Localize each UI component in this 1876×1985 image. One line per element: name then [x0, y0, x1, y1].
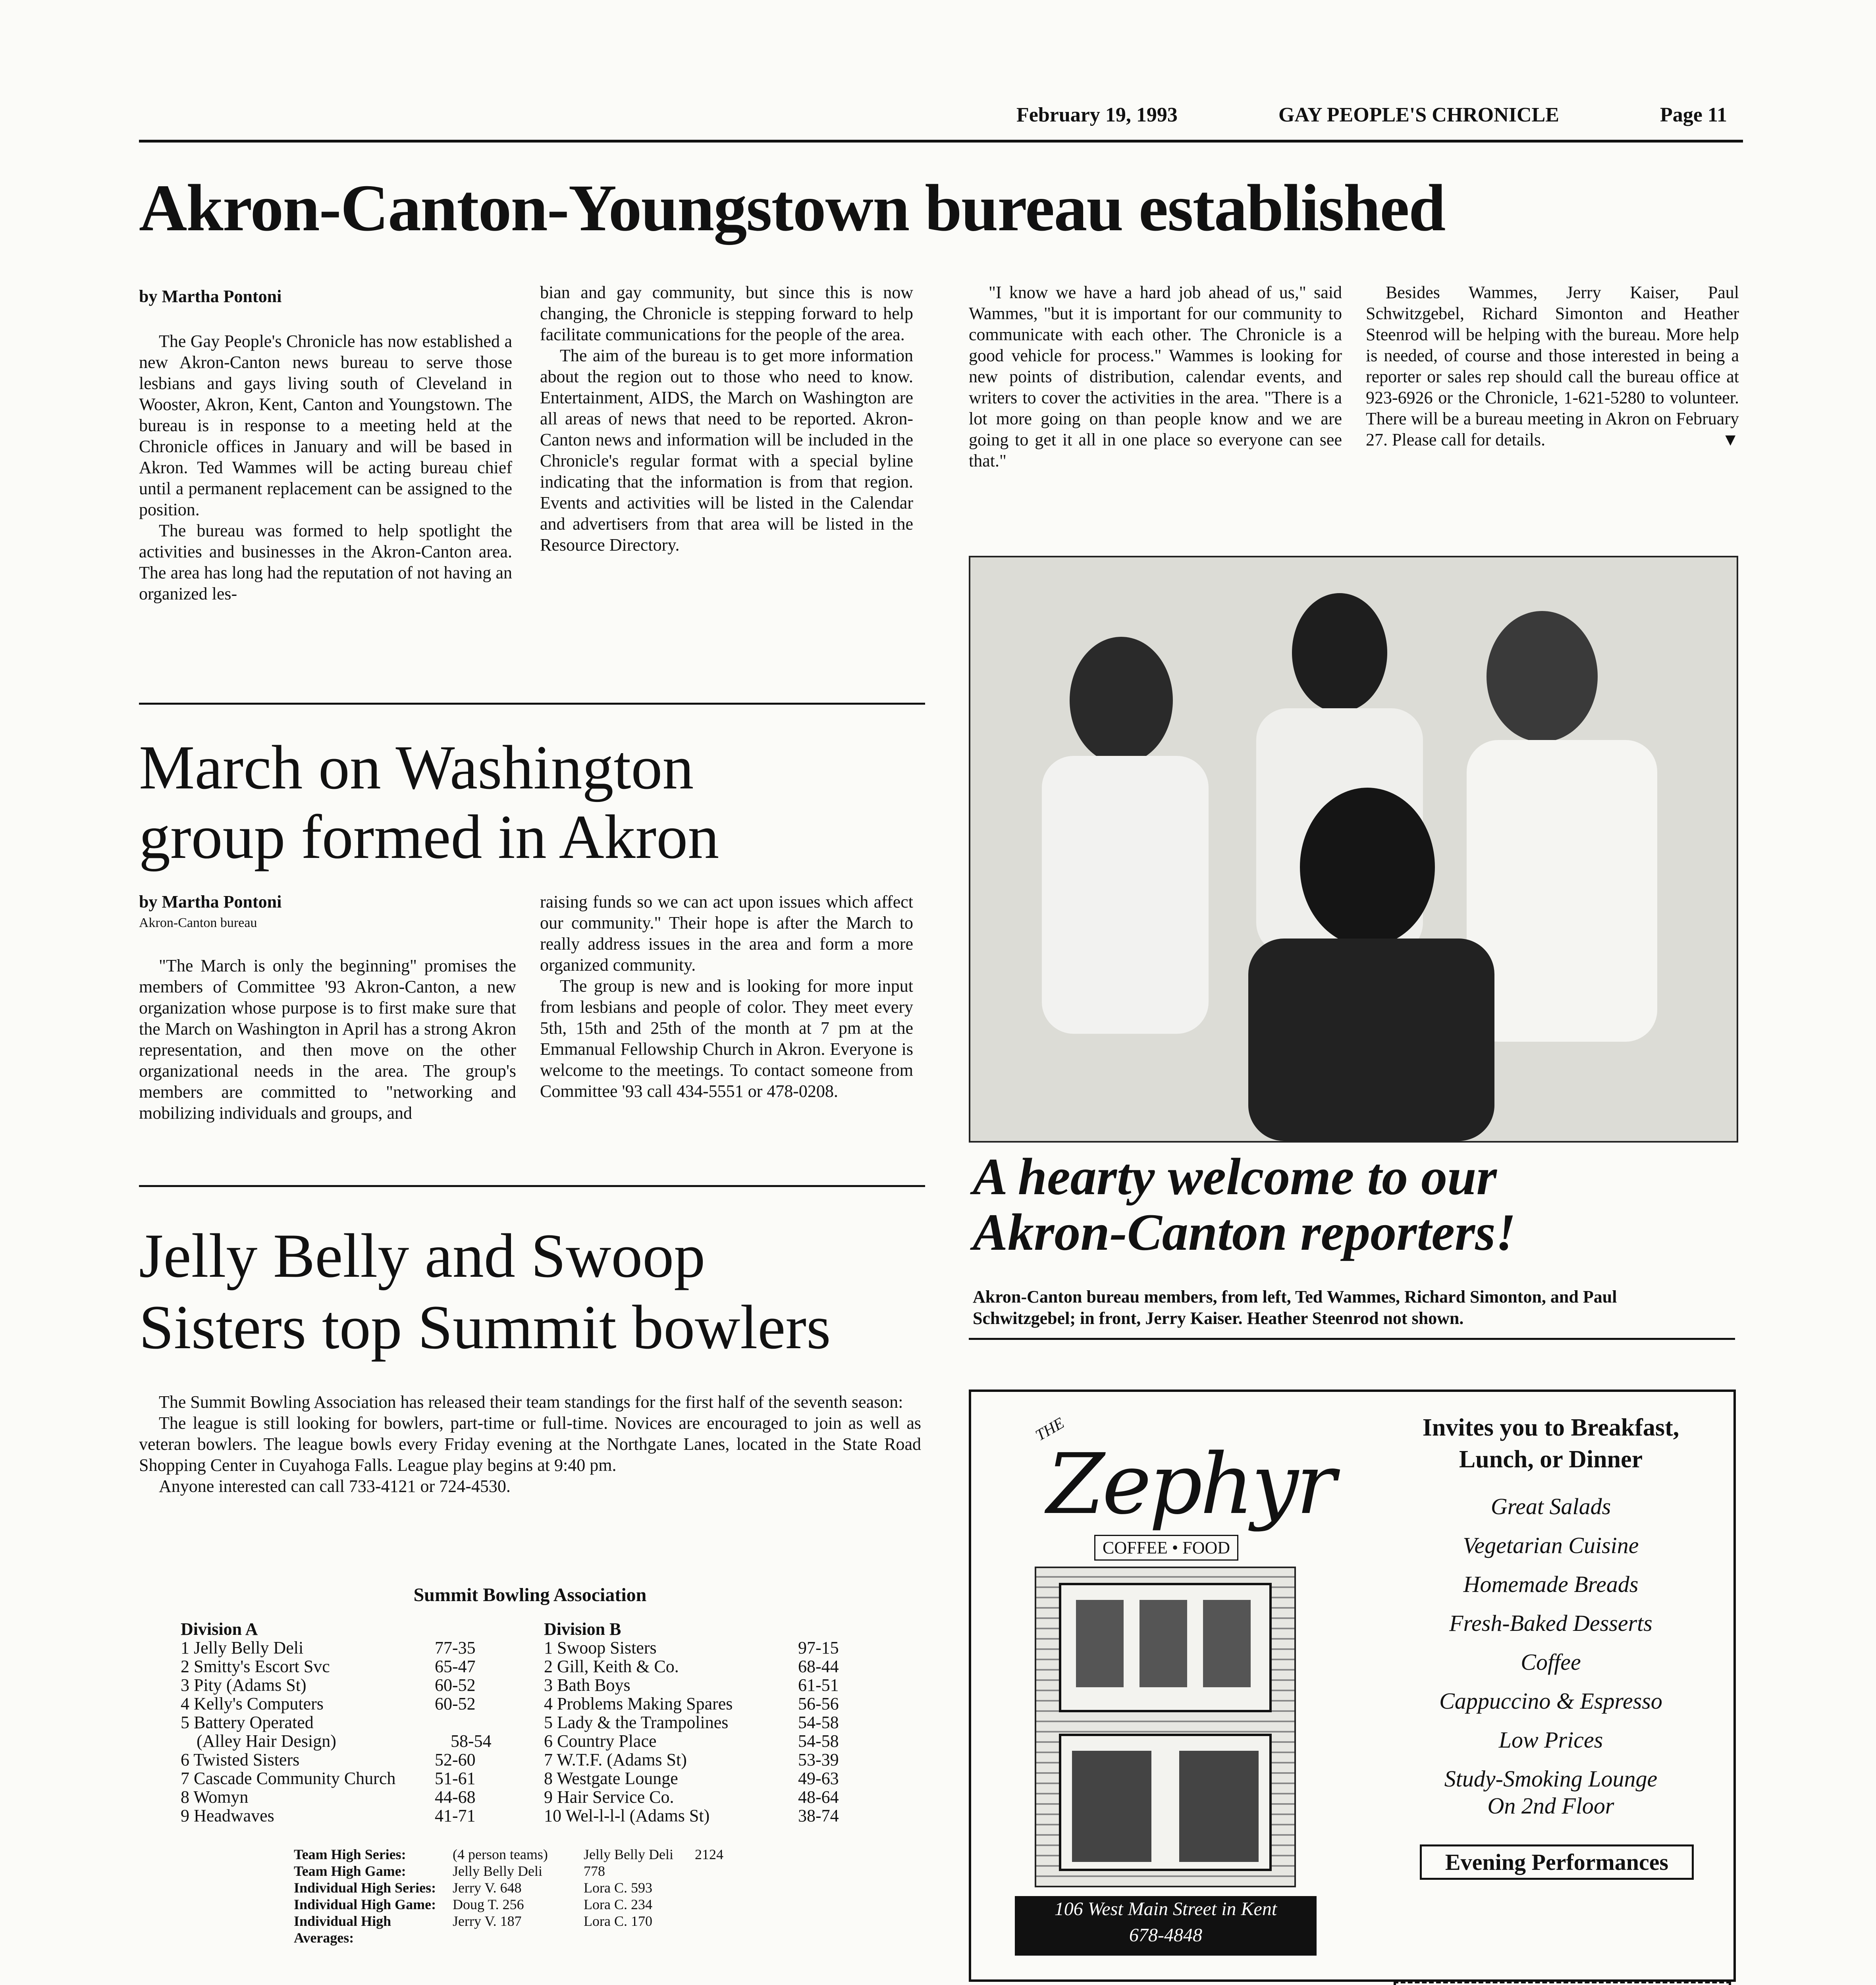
article3-para: The Summit Bowling Association has released their team standings for the first half of the seventh season:: [159, 1392, 903, 1412]
team-name: 4 Kelly's Computers: [181, 1694, 324, 1713]
team-score: 54-58: [798, 1713, 839, 1732]
high-score-cell: Jelly Belly Deli: [453, 1863, 542, 1879]
table-row: [294, 1913, 850, 1946]
team-name: 10 Wel-l-l-l (Adams St): [544, 1806, 710, 1825]
team-score: 77-35: [435, 1638, 476, 1657]
team-name: 5 Lady & the Trampolines: [544, 1713, 729, 1732]
article1-byline: by Martha Pontoni: [139, 287, 282, 306]
article2-byline: by Martha Pontoni: [139, 892, 282, 912]
article1-para: The aim of the bureau is to get more information about the region out to those who need to know. Entertainment, AIDS, the March on Washington are all areas of news that need to be reported. Akron-Canton news and information will be included in the Chronicle's regular format with a special byline indicating that the information is from that region. Events and activities will be listed in the Calendar and advertisers from that area will be listed in the Resource Directory.: [540, 346, 913, 555]
high-score-cell: Team High Series:: [294, 1846, 406, 1862]
high-score-cell: Individual High Averages:: [294, 1913, 391, 1946]
zephyr-address-box: [1015, 1896, 1317, 1956]
article2-headline-1: March on Washington: [139, 733, 694, 802]
header-rule: [139, 140, 1743, 143]
high-score-cell: Jelly Belly Deli: [584, 1846, 673, 1862]
team-name: 6 Country Place: [544, 1731, 657, 1751]
division-b: [544, 1620, 893, 1825]
team-score: 44-68: [435, 1787, 476, 1807]
table-row: [181, 1694, 530, 1713]
team-name: 1 Jelly Belly Deli: [181, 1638, 304, 1657]
menu-item: Homemade Breads: [1463, 1571, 1639, 1597]
high-score-cell: Lora C. 593: [584, 1880, 652, 1896]
team-score: 54-58: [798, 1731, 839, 1751]
high-score-cell: Lora C. 234: [584, 1896, 652, 1912]
team-score: 53-39: [798, 1750, 839, 1769]
team-name: 9 Headwaves: [181, 1806, 274, 1825]
table-row: [181, 1806, 530, 1825]
article1-col1: [139, 286, 512, 604]
article2-para: The group is new and is looking for more input from lesbians and people of color. They meet every 5th, 15th and 25th of the month at 7 pm at the Emmanual Fellowship Church in Akron. Everyone is welcome to the meetings. To contact someone from Committee '93 call 434-5551 or 478-0208.: [540, 976, 913, 1101]
team-name: 2 Gill, Keith & Co.: [544, 1657, 679, 1676]
table-row: [181, 1638, 530, 1657]
high-score-cell: [695, 1896, 754, 1913]
table-row: [544, 1638, 893, 1657]
high-score-cell: Individual High Series:: [294, 1880, 436, 1896]
division-a: [181, 1620, 530, 1825]
table-row: [181, 1676, 530, 1694]
photo-caption-head2: Akron-Canton reporters!: [973, 1203, 1516, 1261]
article1-col4: [1366, 282, 1739, 450]
photo-caption-rule: [969, 1338, 1735, 1340]
high-score-cell: Jerry V. 648: [453, 1880, 522, 1896]
menu-item: Low Prices: [1498, 1727, 1603, 1753]
article1-col2: [540, 282, 913, 555]
team-name: 3 Bath Boys: [544, 1675, 630, 1695]
high-score-cell: [695, 1863, 754, 1879]
table-row: [181, 1788, 530, 1806]
table-row: [544, 1713, 893, 1732]
article1-para: "I know we have a hard job ahead of us," said Wammes, "but it is important for our community to communicate with each other. The Chronicle is a good vehicle for process." Wammes is looking for new points of distribution, calendar events, and writers to cover the activities in the area. "There is a lot more going on than people know and we are going to get it all in one place so everyone can see that.": [969, 283, 1342, 470]
zephyr-logo: [991, 1408, 1334, 1575]
team-score: 68-44: [798, 1657, 839, 1676]
team-score: 60-52: [435, 1675, 476, 1695]
zephyr-building-drawing: [1035, 1567, 1296, 1887]
team-name: 1 Swoop Sisters: [544, 1638, 657, 1657]
table-row: [294, 1846, 850, 1863]
zephyr-logo-small: THE: [1032, 1414, 1067, 1444]
article1-para: The Gay People's Chronicle has now established a new Akron-Canton news bureau to serve those lesbians and gays living south of Cleveland in Wooster, Akron, Kent, Canton and Youngstown. The bureau is in response to a meeting held at the Chronicle offices in January and will be based in Akron. Ted Wammes will be acting bureau chief until a permanent replacement can be assigned to the position.: [139, 331, 512, 519]
zephyr-evening: Evening Performances: [1420, 1844, 1694, 1880]
division-a-title: Division A: [181, 1619, 258, 1639]
team-name: 3 Pity (Adams St): [181, 1675, 307, 1695]
team-name: 7 W.T.F. (Adams St): [544, 1750, 687, 1769]
article3-para: The league is still looking for bowlers, part-time or full-time. Novices are encouraged to join as well as veteran bowlers. The league bowls every Friday evening at the Northgate Lanes, located in the State Road Shopping Center in Cuyahoga Falls. League play begins at 9:40 pm.: [139, 1413, 921, 1475]
table-row: [544, 1676, 893, 1694]
article1-para: Besides Wammes, Jerry Kaiser, Paul Schwitzgebel, Richard Simonton and Heather Steenrod will be helping with the bureau. More help is needed, of course and those interested in being a reporter or sales rep should call the bureau office at 923-6926 or the Chronicle, 1-621-5280 to volunteer. There will be a bureau meeting in Akron on February 27. Please call for details.: [1366, 283, 1739, 449]
division-b-rows: [544, 1638, 893, 1825]
high-score-cell: Lora C. 170: [584, 1913, 652, 1929]
article2-para: "The March is only the beginning" promises the members of Committee '93 Akron-Canton, a new organization whose purpose is to first make sure that the March on Washington in April has a strong Akron representation, and then move on the other organizational needs in the area. The group's members are committed to "networking and mobilizing individuals and groups, and: [139, 956, 516, 1123]
team-score: 38-74: [798, 1806, 839, 1825]
team-name: 2 Smitty's Escort Svc: [181, 1657, 330, 1676]
team-score: 97-15: [798, 1638, 839, 1657]
article1-bottom-rule: [139, 703, 925, 705]
high-score-cell: Doug T. 256: [453, 1896, 524, 1912]
article3-headline-2: Sisters top Summit bowlers: [139, 1293, 831, 1362]
table-row: [181, 1769, 530, 1788]
end-mark-icon: ▼: [1722, 430, 1739, 449]
team-score: 49-63: [798, 1769, 839, 1788]
team-score: 58-54: [451, 1731, 492, 1751]
high-score-cell: 778: [584, 1863, 605, 1879]
photo-caption: Akron-Canton bureau members, from left, Ted Wammes, Richard Simonton, and Paul Schwitzgebel; in front, Jerry Kaiser. Heather Steenrod not shown.: [973, 1287, 1617, 1328]
storefront-icon: [1036, 1568, 1294, 1886]
article2-col1: [139, 891, 516, 1124]
zephyr-menu: [1400, 1487, 1702, 1825]
table-row: [181, 1732, 530, 1750]
article1-para: bian and gay community, but since this is now changing, the Chronicle is stepping forward to help facilitate communications for the people of the area.: [540, 283, 913, 344]
table-row: [544, 1769, 893, 1788]
team-score: 61-51: [798, 1675, 839, 1695]
header-date: February 19, 1993: [1016, 104, 1178, 126]
team-name: 8 Womyn: [181, 1787, 249, 1807]
team-name: 4 Problems Making Spares: [544, 1694, 733, 1713]
team-score: 48-64: [798, 1787, 839, 1807]
team-score: 65-47: [435, 1657, 476, 1676]
zephyr-address: 106 West Main Street in Kent: [1054, 1898, 1277, 1919]
team-name: 5 Battery Operated: [181, 1713, 314, 1732]
article3-body: [139, 1391, 921, 1497]
table-row: [544, 1732, 893, 1750]
table-row: [544, 1750, 893, 1769]
article2-col2: [540, 891, 913, 1102]
photo-caption-head1: A hearty welcome to our: [973, 1147, 1497, 1206]
team-name: 8 Westgate Lounge: [544, 1769, 678, 1788]
menu-item: On 2nd Floor: [1487, 1793, 1614, 1819]
team-score: 51-61: [435, 1769, 476, 1788]
article1-col3: [969, 282, 1342, 471]
header-page: Page 11: [1660, 104, 1727, 126]
high-score-cell: [695, 1913, 754, 1946]
article2-para: raising funds so we can act upon issues which affect our community." Their hope is after the March to really address issues in the area and form a more organized community.: [540, 892, 913, 975]
menu-item: Fresh-Baked Desserts: [1449, 1610, 1652, 1636]
article3-para: Anyone interested can call 733-4121 or 724-4530.: [159, 1476, 511, 1496]
high-score-cell: Team High Game:: [294, 1863, 406, 1879]
table-row: [544, 1694, 893, 1713]
article2-dept: Akron-Canton bureau: [139, 915, 257, 930]
zephyr-logo-sub: COFFEE • FOOD: [1094, 1535, 1238, 1561]
photo-figures: [970, 557, 1737, 1141]
team-name: 7 Cascade Community Church: [181, 1769, 396, 1788]
zephyr-ad: [969, 1390, 1736, 1982]
bureau-photo: [969, 556, 1738, 1143]
table-row: [544, 1657, 893, 1676]
table-row: [294, 1863, 850, 1879]
zephyr-invites: Invites you to Breakfast, Lunch, or Dinner: [1422, 1414, 1679, 1473]
team-score: 41-71: [435, 1806, 476, 1825]
table-row: [181, 1657, 530, 1676]
team-score: 52-60: [435, 1750, 476, 1769]
table-row: [181, 1750, 530, 1769]
high-score-cell: Individual High Game:: [294, 1896, 436, 1912]
team-name: 9 Hair Service Co.: [544, 1787, 674, 1807]
menu-item: Coffee: [1521, 1649, 1581, 1675]
high-score-cell: [695, 1879, 754, 1896]
division-a-rows: [181, 1638, 530, 1825]
table-row: [544, 1788, 893, 1806]
team-score: 60-52: [435, 1694, 476, 1713]
team-score: 56-56: [798, 1694, 839, 1713]
high-score-cell: 2124: [695, 1846, 723, 1862]
menu-item: Great Salads: [1490, 1494, 1611, 1519]
menu-item: Study-Smoking Lounge: [1444, 1766, 1658, 1792]
table-row: [181, 1713, 530, 1732]
high-score-cell: Jerry V. 187: [453, 1913, 522, 1929]
menu-item: Vegetarian Cuisine: [1463, 1532, 1639, 1558]
high-scores: [294, 1846, 850, 1946]
table-row: [544, 1806, 893, 1825]
article2-bottom-rule: [139, 1185, 925, 1187]
bowling-table-title: Summit Bowling Association: [413, 1584, 647, 1605]
table-row: [294, 1896, 850, 1913]
zephyr-phone: 678-4848: [1129, 1925, 1202, 1946]
article1-para: The bureau was formed to help spotlight the activities and businesses in the Akron-Canton area. The area has long had the reputation of not having an organized les-: [139, 521, 512, 603]
division-b-title: Division B: [544, 1619, 621, 1639]
article2-headline-2: group formed in Akron: [139, 802, 719, 872]
team-name: (Alley Hair Design): [197, 1731, 336, 1751]
zephyr-logo-text: Zephyr: [1047, 1436, 1334, 1533]
team-name: 6 Twisted Sisters: [181, 1750, 300, 1769]
page-header: [1016, 103, 1727, 135]
article3-headline-1: Jelly Belly and Swoop: [139, 1221, 706, 1291]
menu-item: Cappuccino & Espresso: [1439, 1688, 1662, 1714]
header-paper: GAY PEOPLE'S CHRONICLE: [1278, 104, 1559, 126]
high-score-cell: (4 person teams): [453, 1846, 548, 1862]
high-score-rows: [294, 1846, 850, 1946]
article1-headline: Akron-Canton-Youngstown bureau established: [139, 171, 1445, 245]
table-row: [294, 1879, 850, 1896]
zephyr-coupon: [1394, 1981, 1731, 1985]
